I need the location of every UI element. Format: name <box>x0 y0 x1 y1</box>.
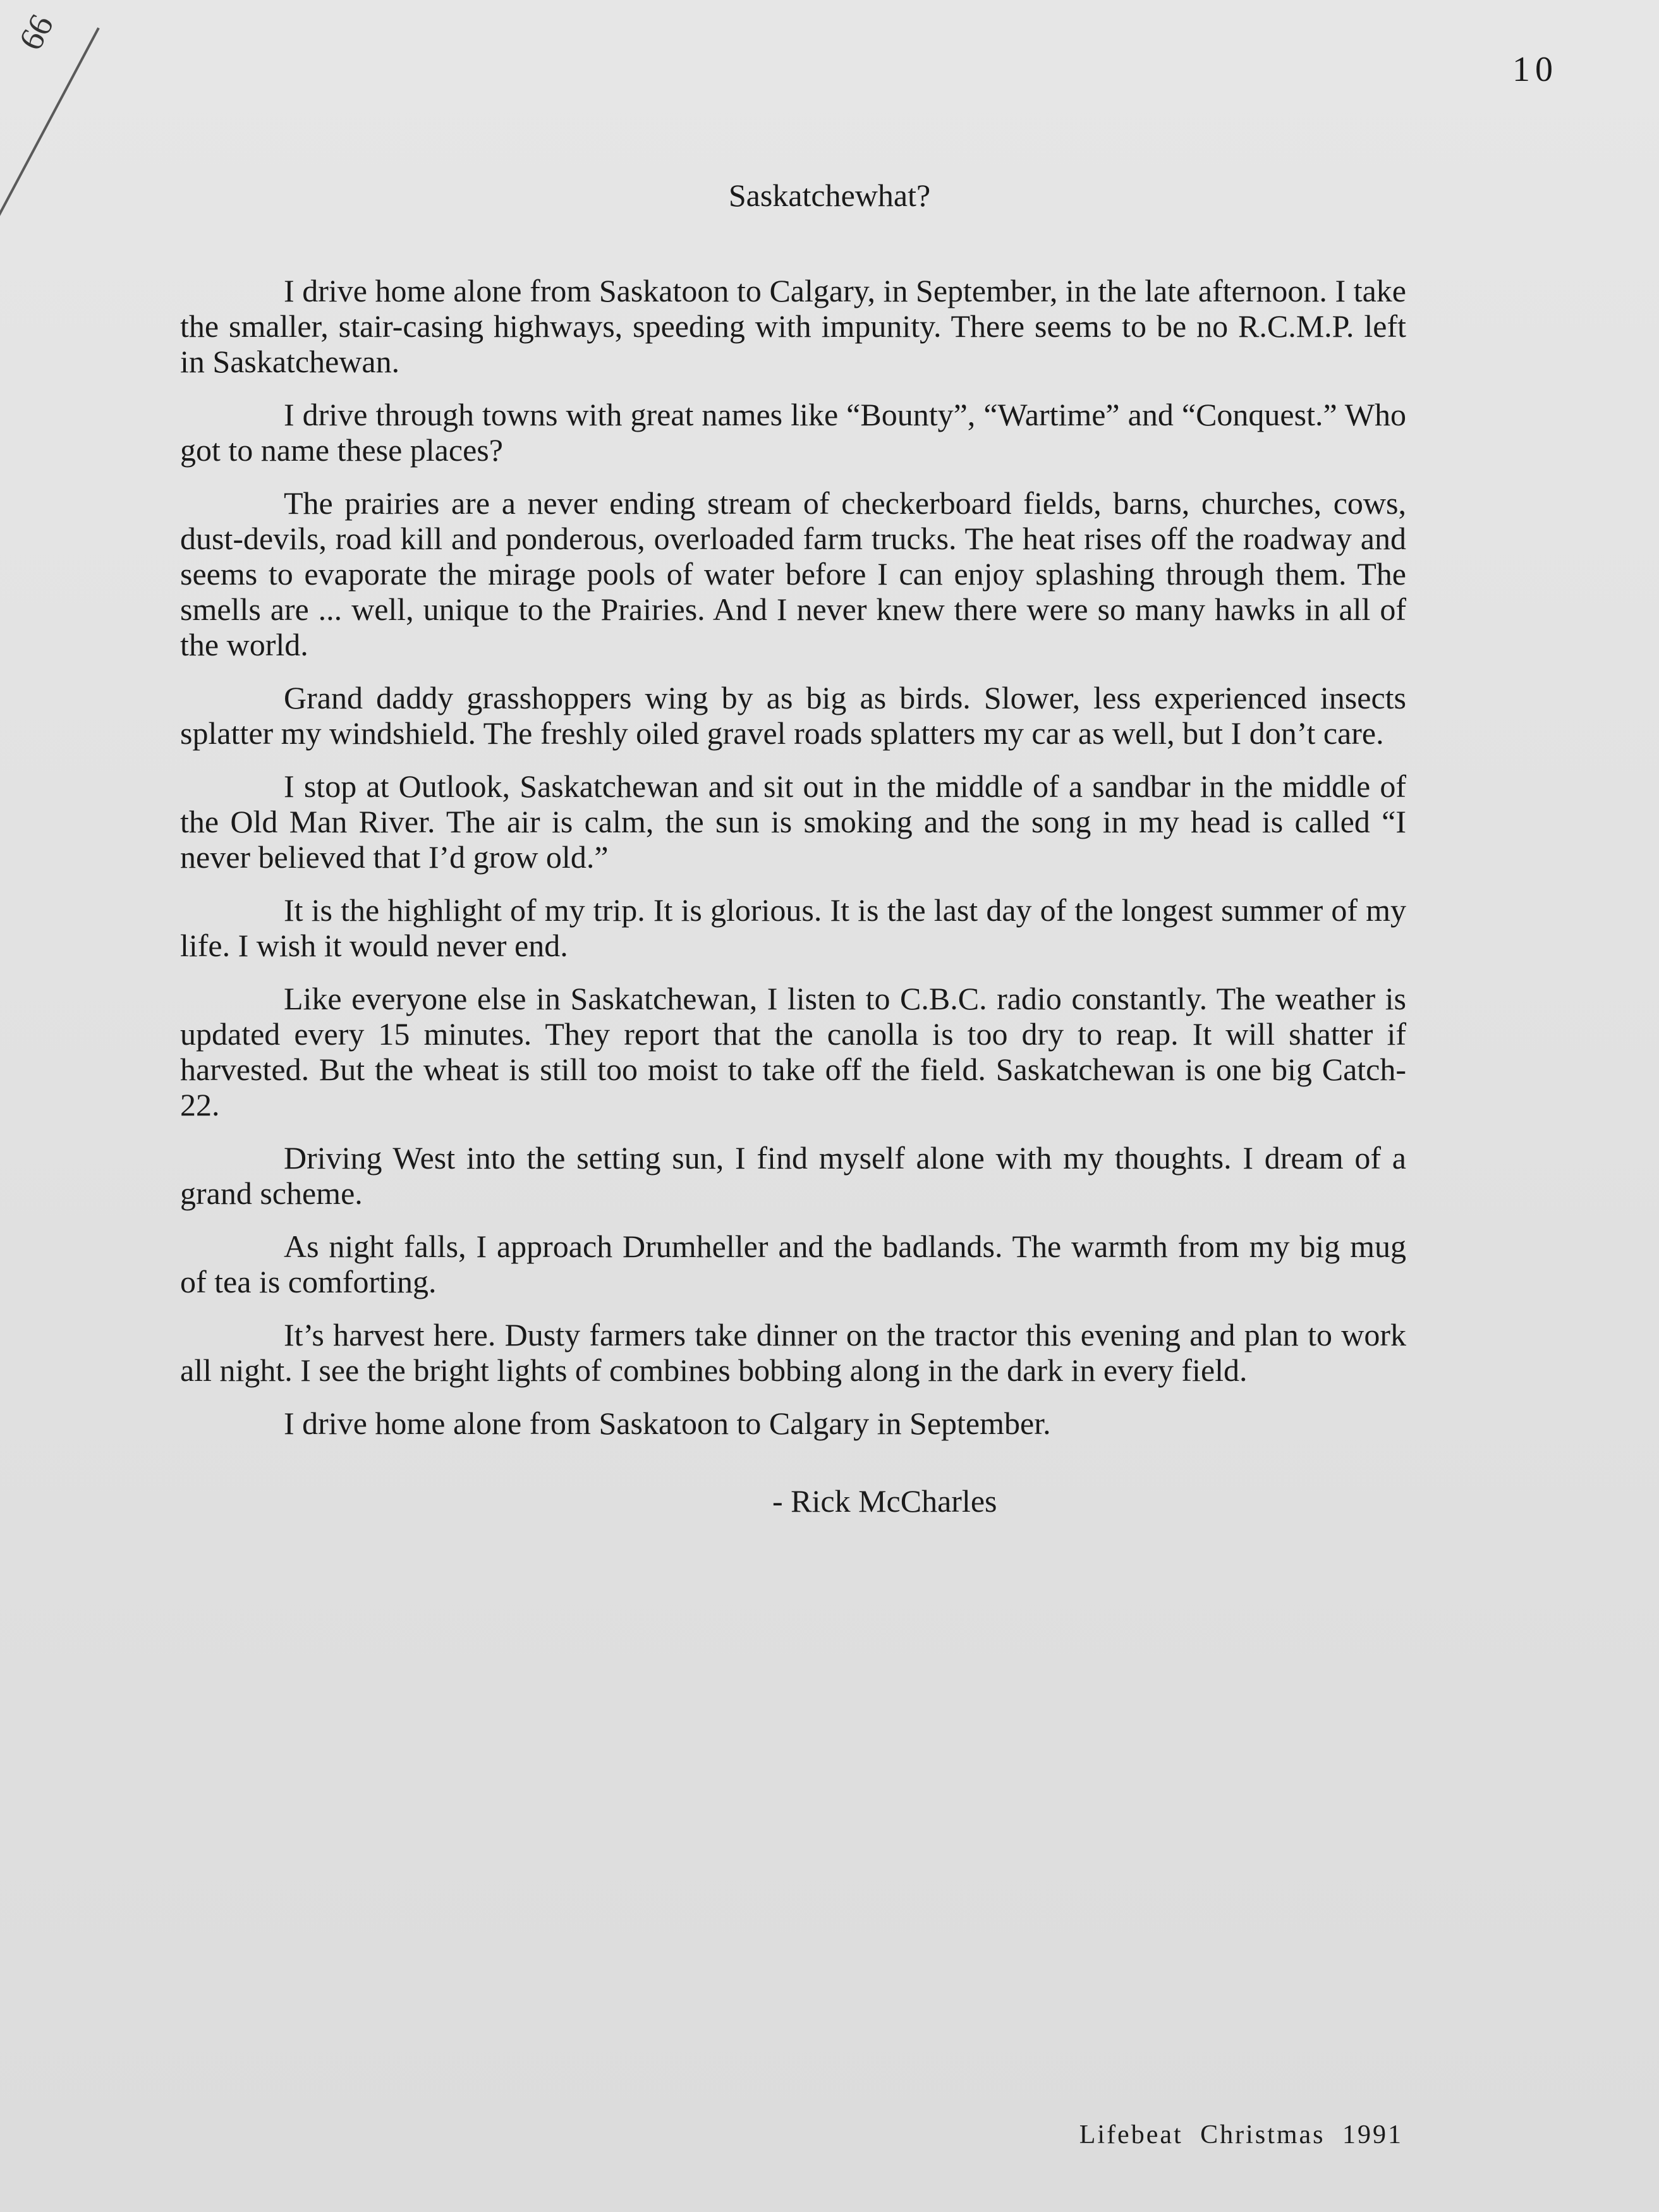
body-text <box>180 273 1406 1459</box>
paragraph-11: I drive home alone from Saskatoon to Calgary in September. <box>284 1406 1051 1441</box>
paragraph-9: As night falls, I approach Drumheller and the badlands. The warmth from my big mug of tea is comforting. <box>180 1229 1406 1299</box>
paragraph-7: Like everyone else in Saskatchewan, I listen to C.B.C. radio constantly. The weather is updated every 15 minutes. They report that the canolla is too dry to reap. It will shatter if harvested. But the wheat is still too moist to take off the field. Saskatchewan is one big Catch-22. <box>180 981 1406 1122</box>
page-title: Saskatchewhat? <box>728 178 931 213</box>
paragraph-5: I stop at Outlook, Saskatchewan and sit out in the middle of a sandbar in the middle of the Old Man River. The air is calm, the sun is smoking and the song in my head is called “I never believed that I’d grow old.” <box>180 769 1406 875</box>
paragraph-10: It’s harvest here. Dusty farmers take dinner on the tractor this evening and plan to work all night. I see the bright lights of combines bobbing along in the dark in every field. <box>180 1317 1406 1388</box>
paragraph-1: I drive home alone from Saskatoon to Calgary, in September, in the late afternoon. I take the smaller, stair-casing highways, speeding with impunity. There seems to be no R.C.M.P. left in Saskatchewan. <box>180 273 1406 379</box>
paragraph-2: I drive through towns with great names like “Bounty”, “Wartime” and “Conquest.” Who got to name these places? <box>180 397 1406 468</box>
paragraph-8: Driving West into the setting sun, I find myself alone with my thoughts. I dream of a grand scheme. <box>180 1140 1406 1211</box>
corner-handwritten-mark: 66 <box>11 8 61 56</box>
author-signature: - Rick McCharles <box>772 1483 997 1519</box>
paragraph-3: The prairies are a never ending stream of checkerboard fields, barns, churches, cows, dust-devils, road kill and ponderous, overloaded farm trucks. The heat rises off the roadway and seems to evaporate the mirage pools of water before I can enjoy splashing through them. The smells are ... well, unique to the Prairies. And I never knew there were so many hawks in all of the world. <box>180 485 1406 662</box>
page-footer: Lifebeat Christmas 1991 <box>1079 2120 1403 2149</box>
paragraph-6: It is the highlight of my trip. It is glorious. It is the last day of the longest summer of my life. I wish it would never end. <box>180 892 1406 963</box>
paragraph-4: Grand daddy grasshoppers wing by as big as birds. Slower, less experienced insects splatter my windshield. The freshly oiled gravel roads splatters my car as well, but I don’t care. <box>180 680 1406 751</box>
page-number: 10 <box>1512 50 1558 89</box>
